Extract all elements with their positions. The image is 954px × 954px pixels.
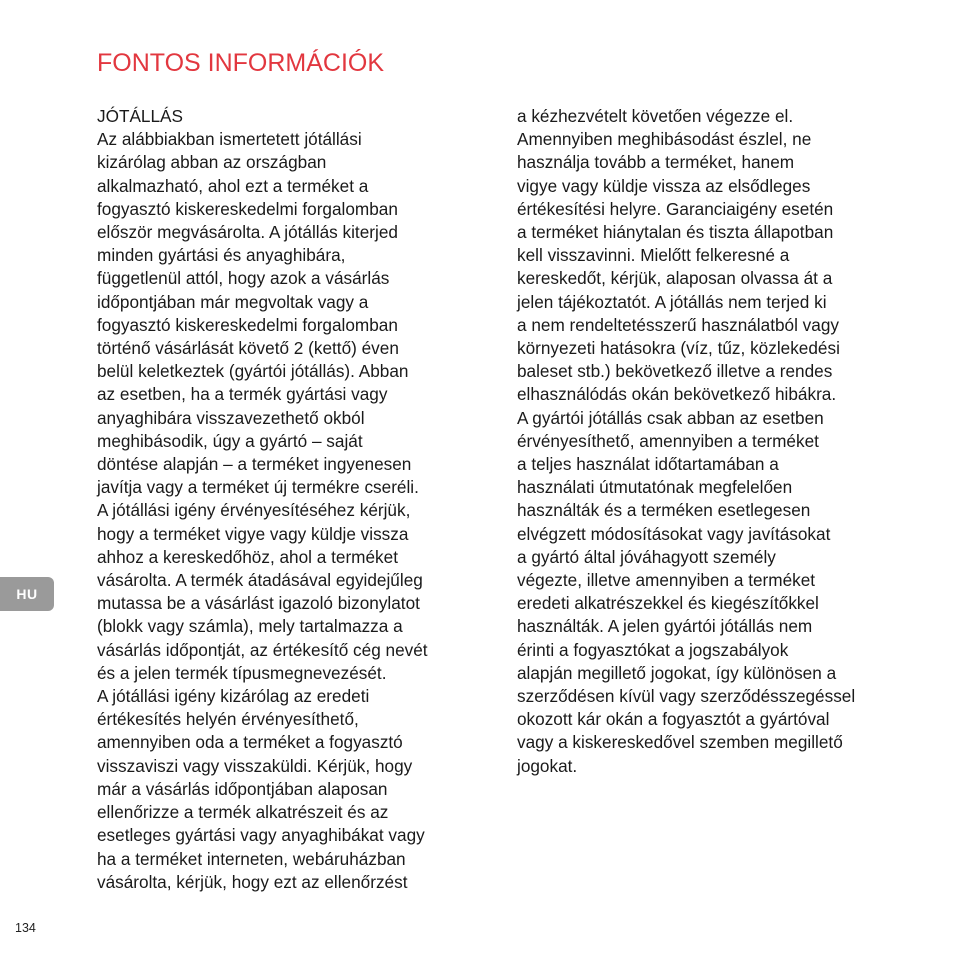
left-text-line: történő vásárlását követő 2 (kettő) éven	[97, 338, 399, 359]
left-text-line: A jótállási igény érvényesítéséhez kérjük,	[97, 500, 411, 521]
left-text-line: vásárolta, kérjük, hogy ezt az ellenőrzést	[97, 871, 408, 892]
left-text-line: alkalmazható, ahol ezt a terméket a	[97, 175, 369, 196]
right-text-line: a kézhezvételt követően végezze el.	[517, 106, 794, 126]
left-text-line: belül keletkeztek (gyártói jótállás). Abban	[97, 361, 409, 382]
right-text-line: érvényesíthető, amennyiben a terméket	[517, 430, 819, 451]
left-text-line: először megvásárolta. A jótállás kiterjed	[97, 222, 398, 243]
right-text-line: kereskedőt, kérjük, alaposan olvassa át a	[517, 268, 833, 289]
right-text-line: jelen tájékoztatót. A jótállás nem terjed ki	[517, 291, 827, 312]
right-text-line: alapján megillető jogokat, így különösen a	[517, 662, 837, 683]
right-text-line: a terméket hiánytalan és tiszta állapotban	[517, 222, 834, 243]
left-text-line: anyaghibára visszavezethető okból	[97, 407, 365, 428]
left-text-line: az esetben, ha a termék gyártási vagy	[97, 384, 388, 405]
right-text-line: a nem rendeltetésszerű használatból vagy	[517, 314, 839, 335]
right-text-line: okozott kár okán a fogyasztót a gyártóval	[517, 709, 830, 730]
left-text-column	[97, 105, 487, 894]
left-text-line: A jótállási igény kizárólag az eredeti	[97, 686, 370, 707]
right-text-line: jogokat.	[517, 755, 578, 776]
left-text-line: mutassa be a vásárlást igazoló bizonylatot	[97, 593, 420, 614]
left-text-line: kizárólag abban az országban	[97, 152, 327, 173]
page-number: 134	[15, 921, 36, 935]
left-text-line: már a vásárlás időpontjában alaposan	[97, 778, 388, 799]
right-text-line: elvégzett módosításokat vagy javításokat	[517, 523, 831, 544]
right-text-line: használták és a terméken esetlegesen	[517, 500, 811, 521]
right-text-line: használták. A jelen gyártói jótállás nem	[517, 616, 813, 637]
left-text-line: ha a terméket interneten, webáruházban	[97, 848, 406, 869]
left-text-line: értékesítés helyén érvényesíthető,	[97, 709, 359, 730]
right-text-line: a teljes használat időtartamában a	[517, 454, 779, 475]
page-title: FONTOS INFORMÁCIÓK	[97, 49, 385, 77]
section-heading: JÓTÁLLÁS	[97, 106, 183, 126]
right-text-line: elhasználódás okán bekövetkező hibákra.	[517, 384, 837, 405]
language-tab	[0, 577, 54, 611]
left-text-line: hogy a terméket vigye vagy küldje vissza	[97, 523, 409, 544]
left-text-line: időpontjában már megvoltak vagy a	[97, 291, 369, 312]
left-text-line: fogyasztó kiskereskedelmi forgalomban	[97, 198, 398, 219]
language-tab-label: HU	[16, 586, 38, 602]
left-text-line: vásárolta. A termék átadásával egyidejűleg	[97, 570, 423, 591]
right-text-column	[517, 105, 912, 778]
right-text-line: kell visszavinni. Mielőtt felkeresné a	[517, 245, 790, 266]
right-text-line: végezte, illetve amennyiben a terméket	[517, 570, 816, 591]
left-text-line: minden gyártási és anyaghibára,	[97, 245, 346, 266]
left-text-line: ahhoz a kereskedőhöz, ahol a terméket	[97, 546, 398, 567]
left-text-line: vásárlás időpontját, az értékesítő cég nevét	[97, 639, 428, 660]
right-text-line: környezeti hatásokra (víz, tűz, közlekedési	[517, 338, 840, 359]
left-text-line: javítja vagy a terméket új termékre cseréli.	[97, 477, 419, 498]
left-text-line: visszaviszi vagy visszaküldi. Kérjük, hogy	[97, 755, 413, 776]
left-text-line: ellenőrizze a termék alkatrészeit és az	[97, 802, 389, 823]
left-text-line: döntése alapján – a terméket ingyenesen	[97, 454, 412, 475]
right-text-line: szerződésen kívül vagy szerződésszegéssel	[517, 686, 856, 707]
right-text-line: érinti a fogyasztókat a jogszabályok	[517, 639, 789, 660]
left-text-line: Az alábbiakban ismertetett jótállási	[97, 129, 362, 150]
right-text-line: használja tovább a terméket, hanem	[517, 152, 795, 173]
right-text-line: a gyártó által jóváhagyott személy	[517, 546, 776, 567]
left-text-line: fogyasztó kiskereskedelmi forgalomban	[97, 314, 398, 335]
left-text-line: (blokk vagy számla), mely tartalmazza a	[97, 616, 403, 637]
right-text-line: értékesítési helyre. Garanciaigény esetén	[517, 198, 834, 219]
left-text-line: esetleges gyártási vagy anyaghibákat vagy	[97, 825, 425, 846]
right-text-line: vigye vagy küldje vissza az elsődleges	[517, 175, 811, 196]
right-text-line: eredeti alkatrészekkel és kiegészítőkkel	[517, 593, 819, 614]
left-text-line: függetlenül attól, hogy azok a vásárlás	[97, 268, 390, 289]
left-text-line: és a jelen termék típusmegnevezését.	[97, 662, 387, 683]
right-text-line: vagy a kiskereskedővel szemben megillető	[517, 732, 843, 753]
right-text-line: baleset stb.) bekövetkező illetve a rendes	[517, 361, 833, 382]
right-text-line: A gyártói jótállás csak abban az esetben	[517, 407, 824, 428]
right-text-line: használati útmutatónak megfelelően	[517, 477, 793, 498]
left-text-line: amennyiben oda a terméket a fogyasztó	[97, 732, 403, 753]
right-text-line: Amennyiben meghibásodást észlel, ne	[517, 129, 812, 150]
left-text-line: meghibásodik, úgy a gyártó – saját	[97, 430, 363, 451]
